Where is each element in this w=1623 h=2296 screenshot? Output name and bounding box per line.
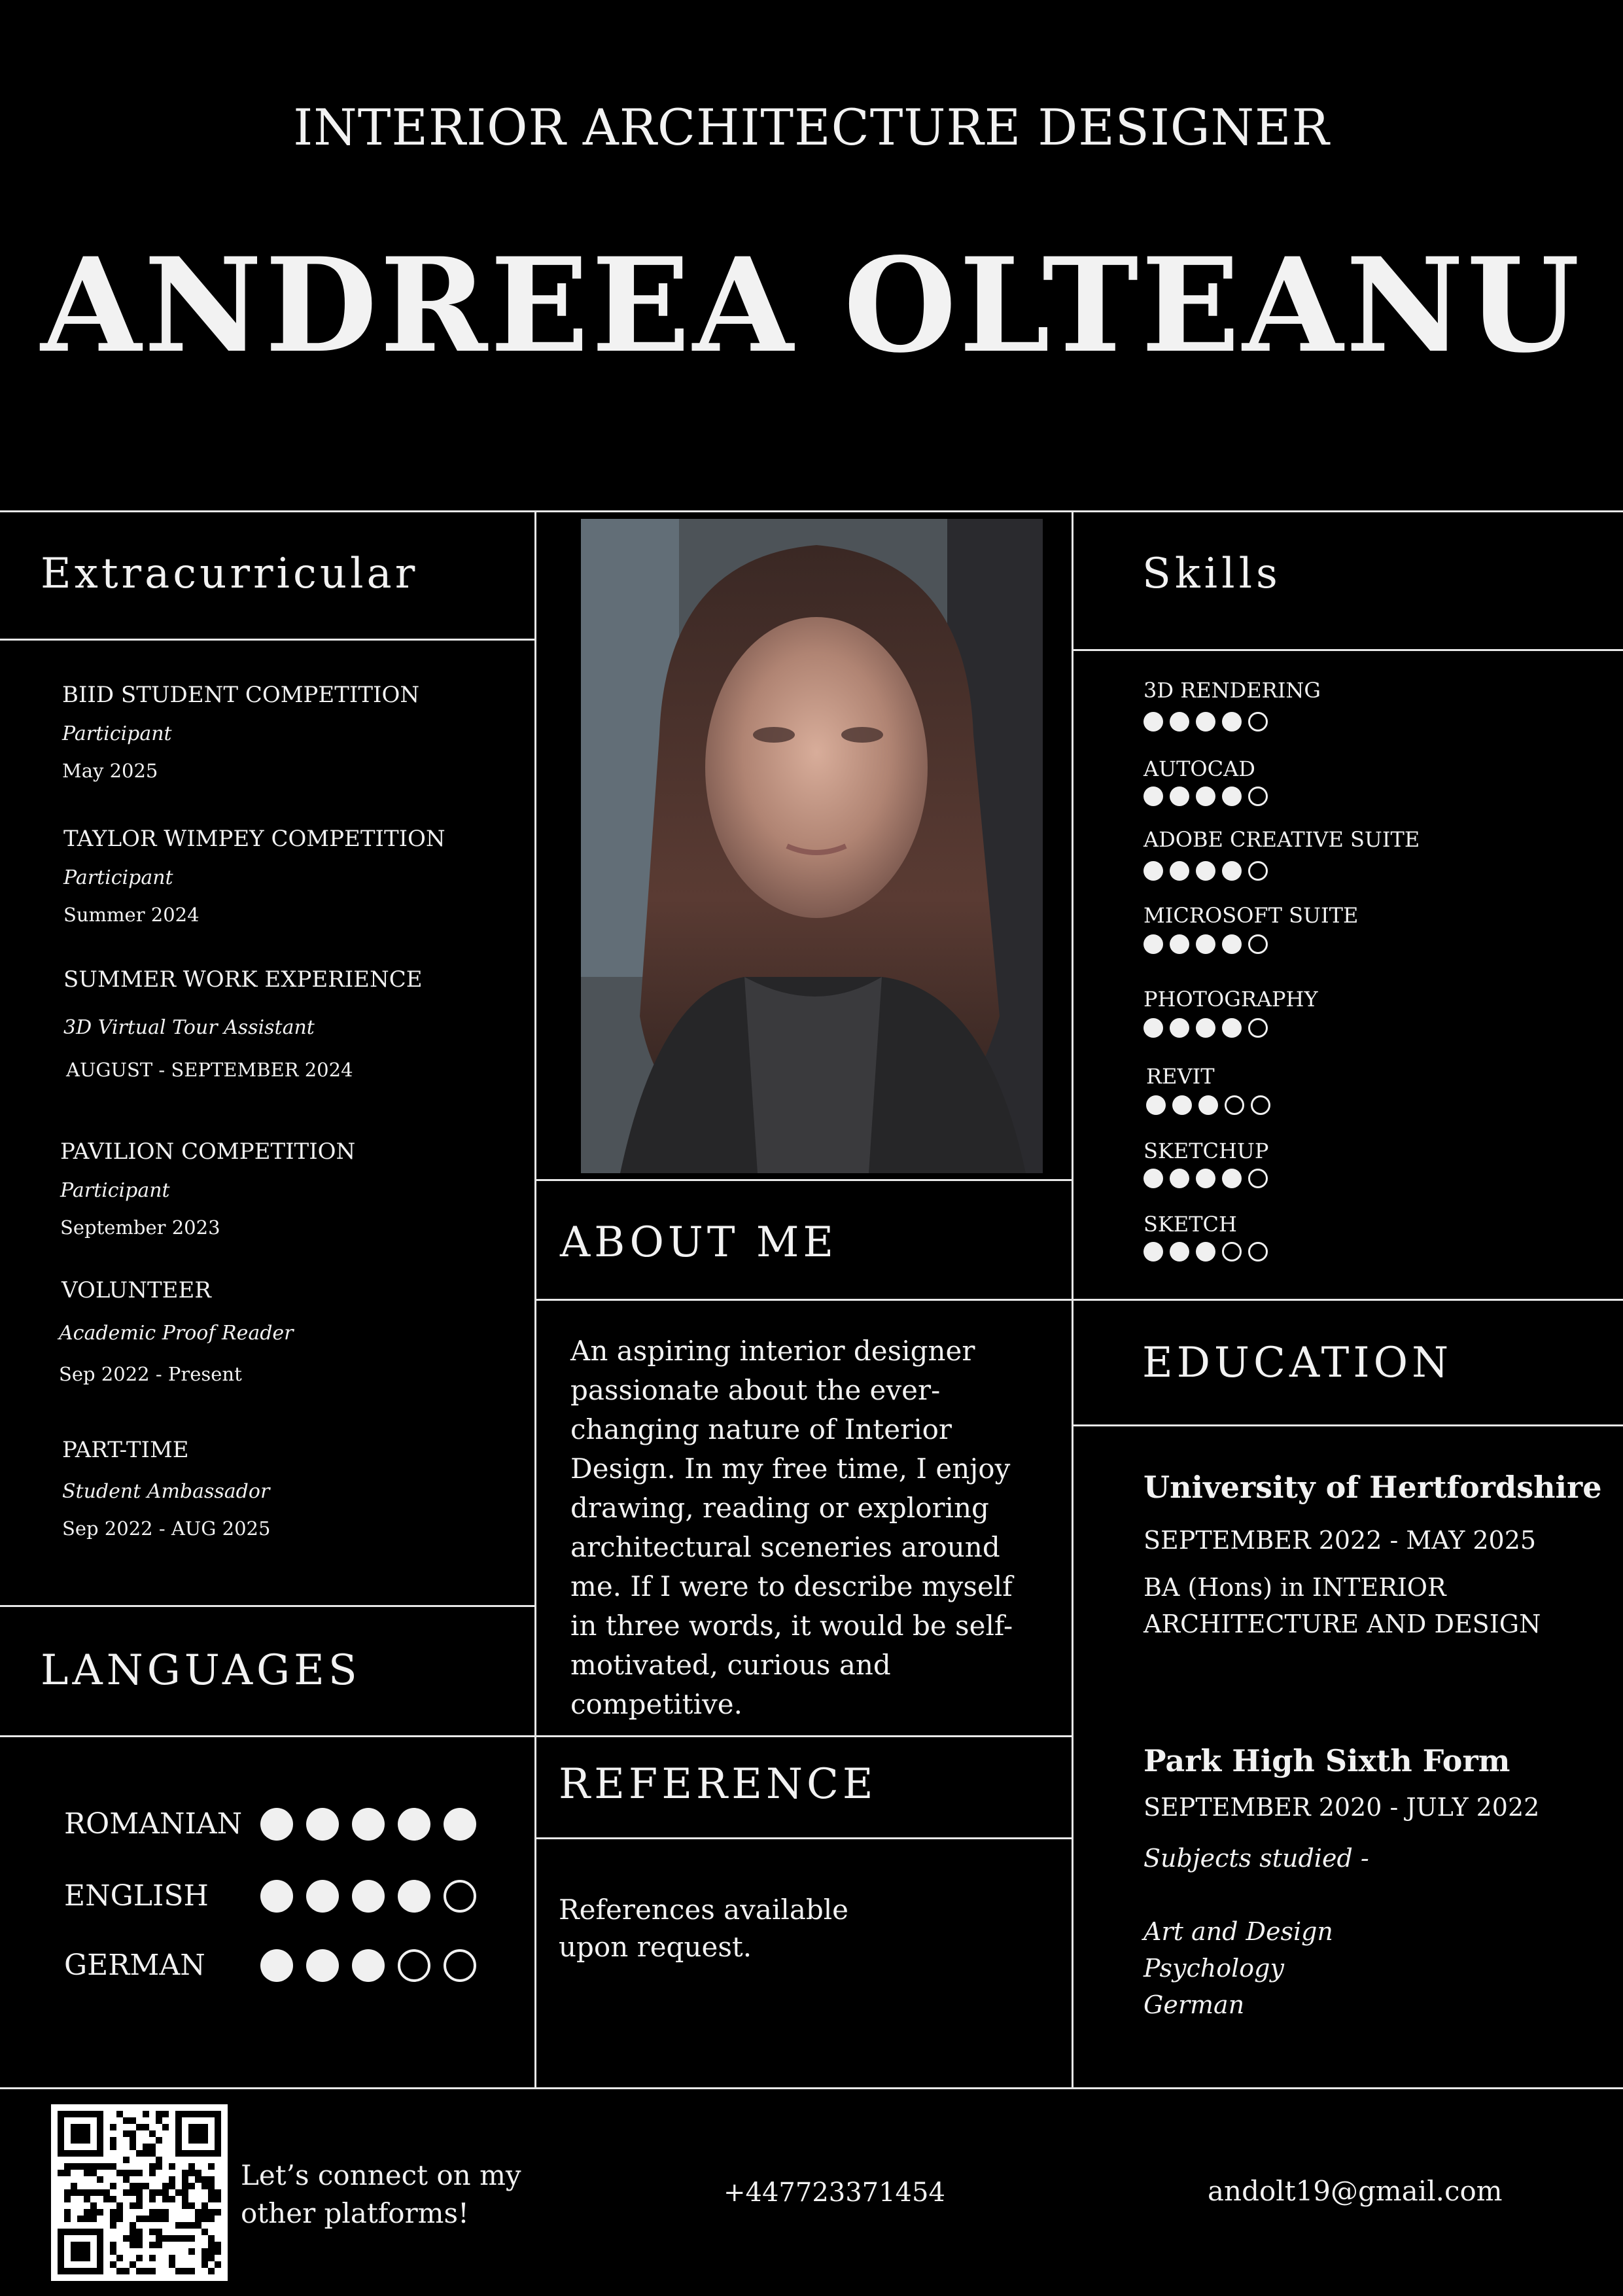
entry-date: Summer 2024 bbox=[63, 904, 200, 926]
skill-level bbox=[1143, 1242, 1268, 1262]
filled-dot-icon bbox=[352, 1880, 385, 1913]
filled-dot-icon bbox=[260, 1949, 293, 1982]
connect-line: other platforms! bbox=[241, 2197, 469, 2229]
filled-dot-icon bbox=[1170, 1242, 1189, 1262]
filled-dot-icon bbox=[1170, 712, 1189, 732]
filled-dot-icon bbox=[1170, 934, 1189, 954]
filled-dot-icon bbox=[398, 1880, 430, 1913]
empty-dot-icon bbox=[1248, 786, 1268, 806]
school-date: SEPTEMBER 2022 - MAY 2025 bbox=[1143, 1526, 1537, 1555]
filled-dot-icon bbox=[260, 1880, 293, 1913]
reference-title: REFERENCE bbox=[559, 1760, 877, 1809]
extracurricular-item bbox=[61, 1277, 294, 1385]
filled-dot-icon bbox=[1222, 861, 1242, 881]
entry-name: PART-TIME bbox=[62, 1437, 189, 1463]
entry-name: VOLUNTEER bbox=[61, 1277, 211, 1303]
entry-date: AUGUST - SEPTEMBER 2024 bbox=[66, 1059, 353, 1081]
empty-dot-icon bbox=[1248, 1018, 1268, 1038]
divider bbox=[0, 510, 1623, 512]
connect-line: Let’s connect on my bbox=[241, 2159, 521, 2191]
school-name: Park High Sixth Form bbox=[1143, 1743, 1510, 1778]
language-level bbox=[260, 1808, 476, 1841]
languages-title: LANGUAGES bbox=[41, 1646, 361, 1695]
filled-dot-icon bbox=[1143, 712, 1163, 732]
skill-level bbox=[1143, 1169, 1268, 1188]
filled-dot-icon bbox=[1196, 786, 1215, 806]
education-entry bbox=[1143, 1470, 1602, 1642]
extracurricular-item bbox=[63, 826, 445, 926]
entry-date: Sep 2022 - AUG 2025 bbox=[62, 1517, 271, 1540]
divider bbox=[1073, 1299, 1623, 1301]
qr-code-icon[interactable] bbox=[51, 2104, 228, 2281]
skill-item bbox=[1143, 678, 1321, 732]
filled-dot-icon bbox=[1196, 934, 1215, 954]
divider bbox=[1073, 649, 1623, 651]
entry-role: 3D Virtual Tour Assistant bbox=[63, 1016, 315, 1039]
extracurricular-item bbox=[62, 1437, 270, 1540]
skill-level bbox=[1143, 934, 1358, 954]
filled-dot-icon bbox=[1222, 786, 1242, 806]
filled-dot-icon bbox=[1143, 861, 1163, 881]
subject-item: Art and Design bbox=[1143, 1917, 1333, 1946]
entry-role: Academic Proof Reader bbox=[59, 1322, 294, 1345]
filled-dot-icon bbox=[1222, 1169, 1242, 1188]
education-entry bbox=[1143, 1743, 1539, 2023]
divider bbox=[535, 1837, 1073, 1839]
empty-dot-icon bbox=[398, 1949, 430, 1982]
filled-dot-icon bbox=[1196, 1169, 1215, 1188]
divider bbox=[0, 1735, 535, 1737]
filled-dot-icon bbox=[1143, 934, 1163, 954]
language-level bbox=[260, 1949, 476, 1982]
extracurricular-item bbox=[62, 682, 419, 782]
portrait-illustration bbox=[581, 519, 1043, 1173]
empty-dot-icon bbox=[1248, 1242, 1268, 1262]
skills-title: Skills bbox=[1142, 550, 1282, 598]
skill-name: MICROSOFT SUITE bbox=[1143, 903, 1359, 928]
empty-dot-icon bbox=[1251, 1095, 1270, 1115]
skill-item bbox=[1146, 1064, 1270, 1115]
filled-dot-icon bbox=[1222, 712, 1242, 732]
filled-dot-icon bbox=[1222, 934, 1242, 954]
empty-dot-icon bbox=[1248, 934, 1268, 954]
language-row bbox=[64, 1879, 476, 1913]
filled-dot-icon bbox=[1196, 1018, 1215, 1038]
divider bbox=[0, 2087, 1623, 2089]
filled-dot-icon bbox=[1222, 1018, 1242, 1038]
skill-item bbox=[1143, 756, 1268, 806]
empty-dot-icon bbox=[1222, 1242, 1242, 1262]
empty-dot-icon bbox=[1225, 1095, 1244, 1115]
filled-dot-icon bbox=[260, 1808, 293, 1841]
filled-dot-icon bbox=[306, 1808, 339, 1841]
empty-dot-icon bbox=[1248, 861, 1268, 881]
school-name: University of Hertfordshire bbox=[1143, 1470, 1602, 1505]
filled-dot-icon bbox=[352, 1808, 385, 1841]
divider bbox=[0, 639, 535, 641]
entry-name: BIID STUDENT COMPETITION bbox=[62, 682, 420, 708]
extracurricular-title: Extracurricular bbox=[41, 550, 419, 598]
entry-role: Participant bbox=[63, 866, 173, 889]
skill-item bbox=[1143, 987, 1318, 1038]
subject-item: Psychology bbox=[1143, 1954, 1284, 1983]
filled-dot-icon bbox=[1198, 1095, 1218, 1115]
empty-dot-icon bbox=[444, 1949, 476, 1982]
skill-name: REVIT bbox=[1146, 1064, 1215, 1089]
skill-level bbox=[1143, 1018, 1318, 1038]
skill-level bbox=[1143, 786, 1268, 806]
empty-dot-icon bbox=[1248, 712, 1268, 732]
skill-item bbox=[1143, 827, 1420, 881]
entry-date: September 2023 bbox=[60, 1216, 220, 1239]
filled-dot-icon bbox=[1143, 1018, 1163, 1038]
language-name: ENGLISH bbox=[64, 1879, 209, 1913]
entry-name: SUMMER WORK EXPERIENCE bbox=[63, 966, 423, 993]
email-address[interactable]: andolt19@gmail.com bbox=[1208, 2175, 1503, 2207]
reference-text: References available upon request. bbox=[559, 1894, 849, 1963]
entry-name: PAVILION COMPETITION bbox=[60, 1139, 356, 1165]
skill-name: 3D RENDERING bbox=[1143, 678, 1321, 703]
filled-dot-icon bbox=[1170, 861, 1189, 881]
profile-photo bbox=[581, 519, 1043, 1173]
filled-dot-icon bbox=[1170, 1018, 1189, 1038]
language-row bbox=[64, 1949, 476, 1982]
filled-dot-icon bbox=[352, 1949, 385, 1982]
filled-dot-icon bbox=[1146, 1095, 1166, 1115]
filled-dot-icon bbox=[1196, 1242, 1215, 1262]
skill-name: ADOBE CREATIVE SUITE bbox=[1143, 827, 1420, 852]
entry-date: May 2025 bbox=[62, 760, 158, 782]
language-level bbox=[260, 1880, 476, 1913]
entry-date: Sep 2022 - Present bbox=[59, 1363, 242, 1385]
school-date: SEPTEMBER 2020 - JULY 2022 bbox=[1143, 1793, 1540, 1822]
filled-dot-icon bbox=[1172, 1095, 1192, 1115]
skill-name: SKETCH bbox=[1143, 1212, 1237, 1237]
filled-dot-icon bbox=[398, 1808, 430, 1841]
extracurricular-item bbox=[60, 1139, 355, 1239]
filled-dot-icon bbox=[1170, 786, 1189, 806]
language-name: ROMANIAN bbox=[64, 1807, 243, 1841]
skill-level bbox=[1143, 861, 1420, 881]
filled-dot-icon bbox=[1170, 1169, 1189, 1188]
filled-dot-icon bbox=[1143, 1169, 1163, 1188]
language-name: GERMAN bbox=[64, 1949, 205, 1982]
education-title: EDUCATION bbox=[1142, 1339, 1453, 1387]
skill-name: AUTOCAD bbox=[1143, 756, 1255, 781]
skill-name: SKETCHUP bbox=[1143, 1139, 1269, 1163]
qr-code-pattern bbox=[51, 2104, 228, 2281]
about-text: An aspiring interior designer passionate about the ever-changing nature of Interior Design. In my free time, I enjoy drawing, reading or exploring architectural sceneries around me. If I were to describe myself in three words, it would be self-motivated, curious and competitive. bbox=[570, 1335, 1013, 1720]
filled-dot-icon bbox=[306, 1949, 339, 1982]
empty-dot-icon bbox=[1248, 1169, 1268, 1188]
subjects-label: Subjects studied - bbox=[1143, 1844, 1369, 1873]
extracurricular-item bbox=[63, 966, 423, 1081]
divider bbox=[0, 1605, 535, 1607]
filled-dot-icon bbox=[1196, 712, 1215, 732]
about-title: ABOUT ME bbox=[560, 1218, 838, 1267]
entry-role: Participant bbox=[62, 722, 172, 745]
degree-line: BA (Hons) in INTERIOR bbox=[1143, 1573, 1446, 1602]
skill-level bbox=[1143, 712, 1321, 732]
filled-dot-icon bbox=[1196, 861, 1215, 881]
skill-item bbox=[1143, 903, 1358, 954]
job-title: INTERIOR ARCHITECTURE DESIGNER bbox=[293, 98, 1330, 156]
empty-dot-icon bbox=[444, 1880, 476, 1913]
filled-dot-icon bbox=[1143, 1242, 1163, 1262]
skill-level bbox=[1146, 1095, 1270, 1115]
skill-item bbox=[1143, 1139, 1268, 1188]
divider bbox=[535, 1179, 1073, 1181]
divider bbox=[1073, 1424, 1623, 1426]
skill-name: PHOTOGRAPHY bbox=[1143, 987, 1318, 1012]
full-name: ANDREEA OLTEANU bbox=[41, 229, 1582, 381]
divider bbox=[535, 1735, 1073, 1737]
degree-line: ARCHITECTURE AND DESIGN bbox=[1143, 1610, 1541, 1638]
phone-number[interactable]: +447723371454 bbox=[724, 2178, 945, 2208]
filled-dot-icon bbox=[444, 1808, 476, 1841]
filled-dot-icon bbox=[306, 1880, 339, 1913]
connect-text bbox=[241, 2157, 521, 2233]
language-row bbox=[64, 1807, 476, 1841]
entry-name: TAYLOR WIMPEY COMPETITION bbox=[63, 826, 445, 852]
filled-dot-icon bbox=[1143, 786, 1163, 806]
skill-item bbox=[1143, 1212, 1268, 1262]
divider bbox=[535, 1299, 1073, 1301]
entry-role: Participant bbox=[60, 1179, 170, 1202]
entry-role: Student Ambassador bbox=[62, 1480, 270, 1503]
subject-item: German bbox=[1143, 1990, 1245, 2019]
